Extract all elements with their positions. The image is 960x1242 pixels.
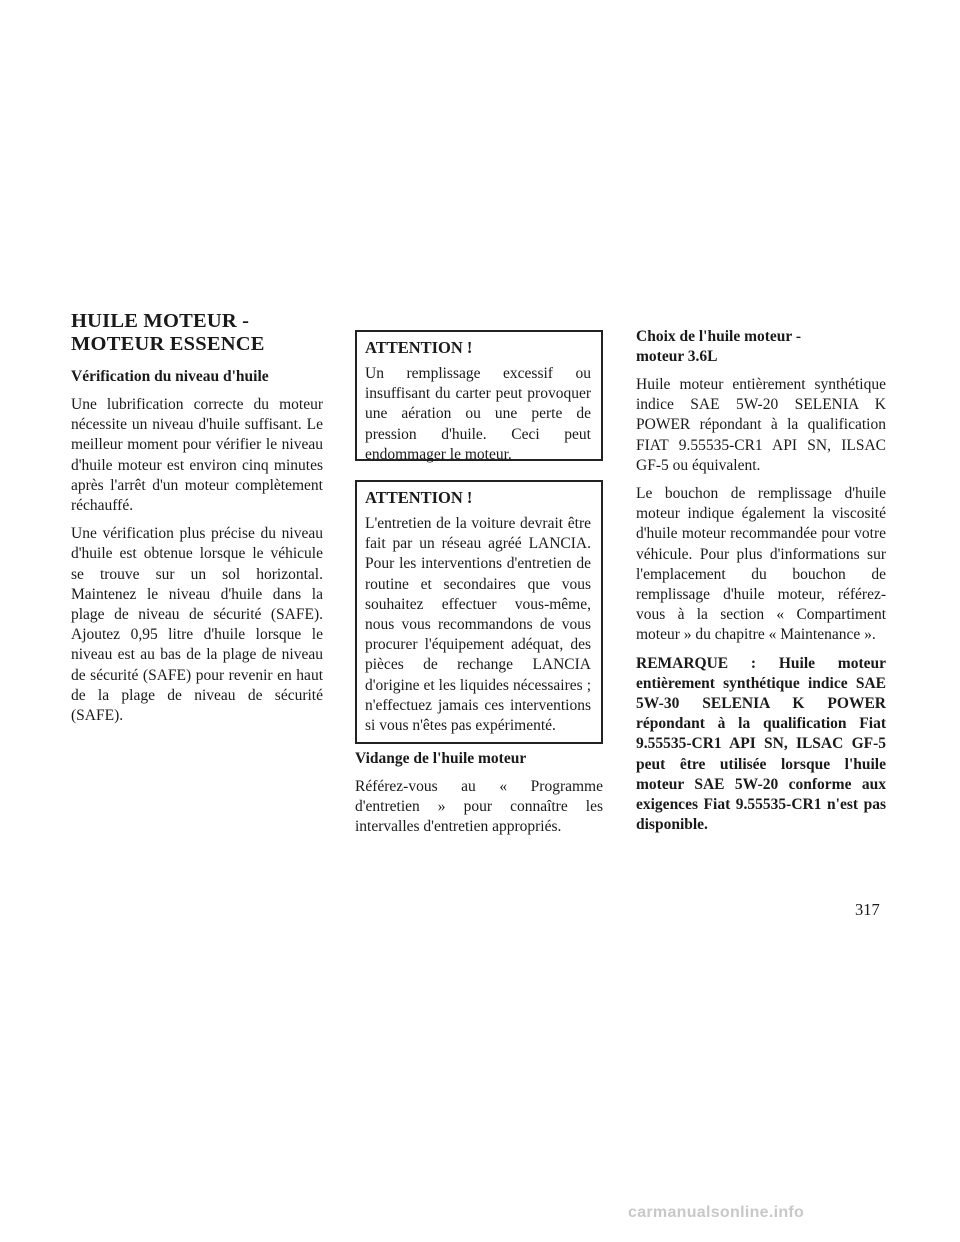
watermark: carmanualsonline.info (628, 1204, 805, 1221)
subheading-oil-change: Vidange de l'huile moteur (355, 750, 527, 767)
warning-text: L'entretien de la voiture devrait être fait par un réseau agréé LANCIA. Pour les interventions d'entretien de routine et secondaires que vous souhaitez effectuer vous-même, nous vous recommandons de vous procurer l'équipement adéquat, des pièces de rechange LANCIA d'origine et les liquides nécessaires ; n'effectuez jamais ces interventions si vous n'êtes pas expérimenté. (365, 515, 591, 735)
paragraph-maintenance-schedule: Référez-vous au « Programme d'entretien » pour connaître les intervalles d'entretien appropriés. (355, 778, 603, 836)
section-title-line1: HUILE MOTEUR - (71, 310, 250, 332)
column-1 (71, 310, 323, 734)
subheading-oil-choice-line2: moteur 3.6L (636, 348, 718, 365)
warning-box-overfill (355, 330, 603, 461)
paragraph-precise-check: Une vérification plus précise du niveau d'huile est obtenue lorsque le véhicule se trouve sur un sol horizontal. Maintenez le niveau d'huile dans la plage de niveau de sécurité (SAFE). Ajoutez 0,95 litre d'huile lorsque le niveau est au bas de la plage de niveau de sécurité (SAFE) pour revenir en haut de la plage de niveau de sécurité (SAFE). (71, 525, 323, 725)
warning-title: ATTENTION ! (365, 488, 473, 507)
page-number: 317 (855, 900, 880, 919)
section-title-line2: MOTEUR ESSENCE (71, 333, 265, 355)
column-2 (355, 330, 603, 846)
warning-box-maintenance (355, 480, 603, 744)
subheading-oil-choice-line1: Choix de l'huile moteur - (636, 328, 802, 345)
subheading-oil-choice (636, 327, 886, 367)
paragraph-synthetic-oil: Huile moteur entièrement synthétique indice SAE 5W-20 SELENIA K POWER répondant à la qualification FIAT 9.55535-CR1 API SN, ILSAC GF-5 ou équivalent. (636, 376, 886, 474)
oil-change-section (355, 749, 603, 838)
section-title (71, 310, 323, 356)
warning-title: ATTENTION ! (365, 338, 473, 357)
note-alternative-oil: REMARQUE : Huile moteur entièrement synthétique indice SAE 5W-30 SELENIA K POWER répondant à la qualification Fiat 9.55535-CR1 API SN, ILSAC GF-5 peut être utilisée lorsque l'huile moteur SAE 5W-20 conforme aux exigences Fiat 9.55535-CR1 n'est pas disponible. (636, 654, 886, 834)
paragraph-lubrication: Une lubrification correcte du moteur nécessite un niveau d'huile suffisant. Le meilleur moment pour vérifier le niveau d'huile moteur est environ cinq minutes après l'arrêt d'un moteur complètement réchauffé. (71, 396, 323, 515)
subheading-oil-level-check: Vérification du niveau d'huile (71, 368, 269, 385)
warning-text: Un remplissage excessif ou insuffisant du carter peut provoquer une aération ou une perte de pression d'huile. Ceci peut endommager le moteur. (365, 365, 591, 463)
column-3 (636, 327, 886, 843)
paragraph-filler-cap: Le bouchon de remplissage d'huile moteur indique également la viscosité d'huile moteur recommandée pour votre véhicule. Pour plus d'informations sur l'emplacement du bouchon de remplissage d'huile moteur, référez-vous à la section « Compartiment moteur » du chapitre « Maintenance ». (636, 485, 886, 644)
